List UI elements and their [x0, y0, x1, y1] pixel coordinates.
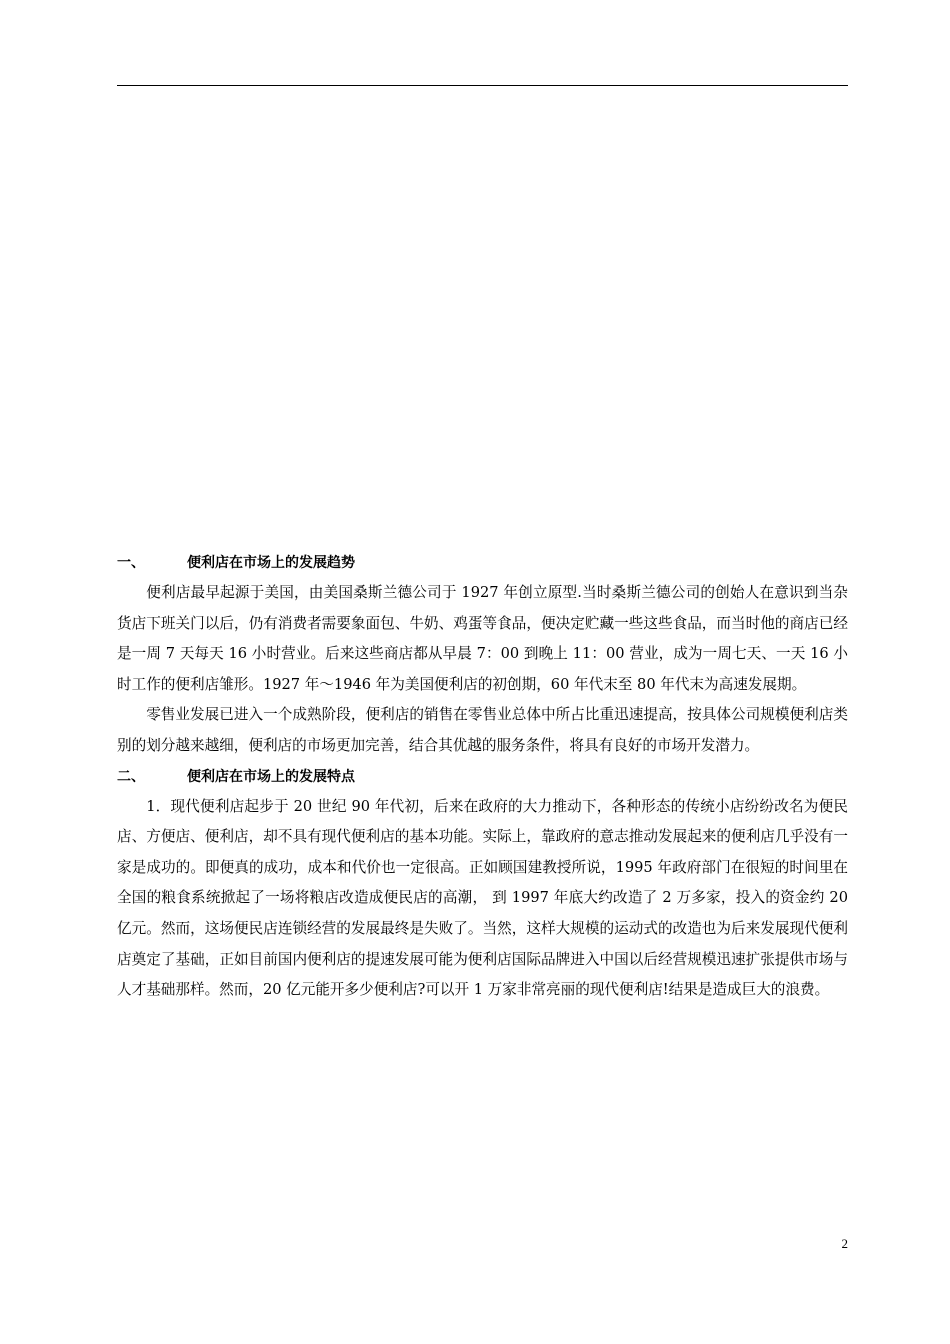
- document-body: [117, 548, 848, 1006]
- paragraph: 1．现代便利店起步于 20 世纪 90 年代初，后来在政府的大力推动下，各种形态的传统小店纷纷改名为便民店、方便店、便利店，却不具有现代便利店的基本功能。实际上，靠政府的意志推动发展起来的便利店几乎没有一家是成功的。即便真的成功，成本和代价也一定很高。正如顾国建教授所说，1995 年政府部门在很短的时间里在全国的粮食系统掀起了一场将粮店改造成便民店的高潮， 到 1997 年底大约改造了 2 万多家，投入的资金约 20 亿元。然而，这场便民店连锁经营的发展最终是失败了。当然，这样大规模的运动式的改造也为后来发展现代便利店奠定了基础，正如目前国内便利店的提速发展可能为便利店国际品牌进入中国以后经营规模迅速扩张提供市场与人才基础那样。然而，20 亿元能开多少便利店?可以开 1 万家非常亮丽的现代便利店!结果是造成巨大的浪费。: [117, 797, 848, 999]
- section-heading-2: [117, 762, 848, 792]
- paragraph: 便利店最早起源于美国，由美国桑斯兰德公司于 1927 年创立原型.当时桑斯兰德公司的创始人在意识到当杂货店下班关门以后，仍有消费者需要象面包、牛奶、鸡蛋等食品，便决定贮藏一些这些食品，而当时他的商店已经是一周 7 天每天 16 小时营业。后来这些商店都从早晨 7：00 到晚上 11：00 营业，成为一周七天、一天 16 小时工作的便利店雏形。1927 年～1946 年为美国便利店的初创期，60 年代末至 80 年代末为高速发展期。: [117, 584, 848, 693]
- section-title: 便利店在市场上的发展特点: [187, 768, 355, 785]
- section-heading-1: [117, 548, 848, 578]
- section-number: 二、: [117, 768, 145, 785]
- paragraph: 零售业发展已进入一个成熟阶段，便利店的销售在零售业总体中所占比重迅速提高，按具体公司规模便利店类别的划分越来越细，便利店的市场更加完善，结合其优越的服务条件，将具有良好的市场开发潜力。: [117, 706, 848, 754]
- header-rule: [117, 85, 848, 86]
- page-number: 2: [841, 1236, 848, 1251]
- section-title: 便利店在市场上的发展趋势: [187, 555, 355, 571]
- section-number: 一、: [117, 555, 145, 571]
